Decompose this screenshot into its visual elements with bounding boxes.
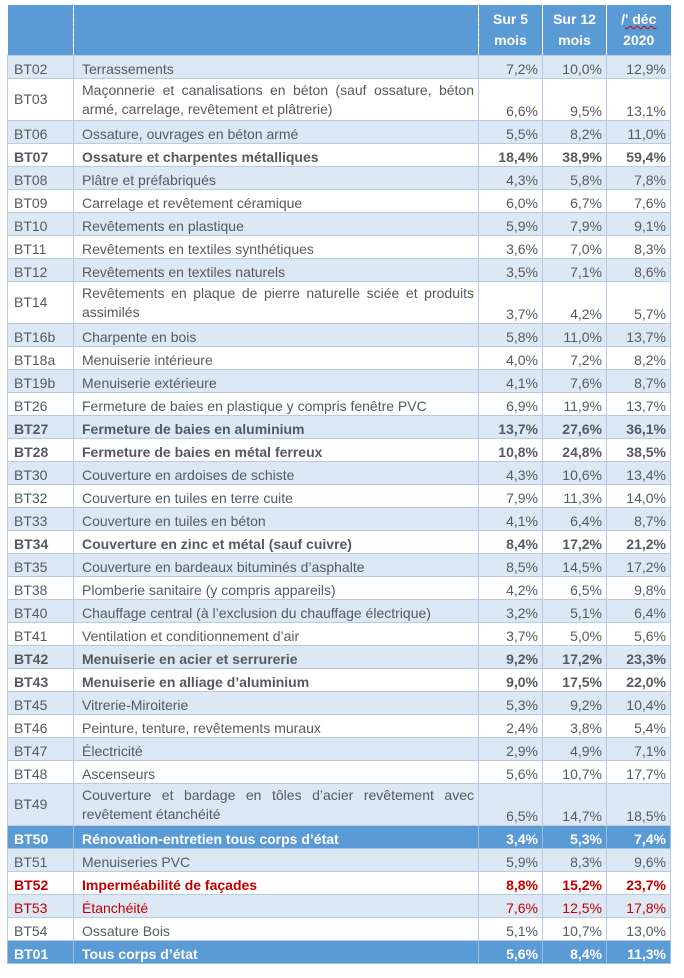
table-body xyxy=(8,56,671,964)
row-value-5-months: 18,4% xyxy=(479,144,543,167)
row-label: Fermeture de baies en aluminium xyxy=(74,416,479,439)
row-code: BT53 xyxy=(8,895,74,918)
row-code: BT30 xyxy=(8,462,74,485)
row-value-since-dec: 7,4% xyxy=(607,826,671,849)
row-value-12-months: 17,5% xyxy=(543,669,607,692)
row-value-5-months: 5,6% xyxy=(479,941,543,964)
table-row xyxy=(8,941,671,964)
table-row xyxy=(8,784,671,826)
table-row xyxy=(8,282,671,324)
table-row xyxy=(8,895,671,918)
row-value-12-months: 27,6% xyxy=(543,416,607,439)
table-row xyxy=(8,259,671,282)
row-value-since-dec: 8,6% xyxy=(607,259,671,282)
table-row xyxy=(8,646,671,669)
row-value-5-months: 6,5% xyxy=(479,784,543,826)
row-label: Étanchéité xyxy=(74,895,479,918)
table-row xyxy=(8,56,671,79)
table-row xyxy=(8,554,671,577)
row-code: BT28 xyxy=(8,439,74,462)
row-value-5-months: 4,3% xyxy=(479,167,543,190)
table-row xyxy=(8,370,671,393)
row-label: Fermeture de baies en plastique y compris fenêtre PVC xyxy=(74,393,479,416)
table-row xyxy=(8,623,671,646)
header-5-months-line1: Sur 5 xyxy=(492,11,528,27)
row-label: Électricité xyxy=(74,738,479,761)
row-label: Ascenseurs xyxy=(74,761,479,784)
table-row xyxy=(8,439,671,462)
row-label: Revêtements en textiles naturels xyxy=(74,259,479,282)
row-value-12-months: 5,1% xyxy=(543,600,607,623)
table-row xyxy=(8,715,671,738)
table-row xyxy=(8,324,671,347)
row-value-12-months: 8,4% xyxy=(543,941,607,964)
row-label: Vitrerie-Miroiterie xyxy=(74,692,479,715)
row-code: BT50 xyxy=(8,826,74,849)
row-code: BT52 xyxy=(8,872,74,895)
row-code: BT48 xyxy=(8,761,74,784)
row-value-12-months: 14,7% xyxy=(543,784,607,826)
row-value-12-months: 11,0% xyxy=(543,324,607,347)
table-row xyxy=(8,849,671,872)
row-value-12-months: 6,7% xyxy=(543,190,607,213)
table-row xyxy=(8,462,671,485)
row-label: Plâtre et préfabriqués xyxy=(74,167,479,190)
row-value-12-months: 7,1% xyxy=(543,259,607,282)
header-code xyxy=(8,5,74,56)
row-label: Menuiserie intérieure xyxy=(74,347,479,370)
table-row xyxy=(8,416,671,439)
row-value-since-dec: 8,3% xyxy=(607,236,671,259)
row-code: BT26 xyxy=(8,393,74,416)
row-label: Imperméabilité de façades xyxy=(74,872,479,895)
row-value-since-dec: 12,9% xyxy=(607,56,671,79)
table-row xyxy=(8,144,671,167)
row-label: Couverture et bardage en tôles d’acier revêtement avec revêtement étanchéité xyxy=(74,784,479,826)
row-code: BT41 xyxy=(8,623,74,646)
row-label: Revêtements en plastique xyxy=(74,213,479,236)
row-label: Peinture, tenture, revêtements muraux xyxy=(74,715,479,738)
row-code: BT47 xyxy=(8,738,74,761)
row-value-since-dec: 5,4% xyxy=(607,715,671,738)
row-code: BT10 xyxy=(8,213,74,236)
table-row xyxy=(8,531,671,554)
row-value-5-months: 5,1% xyxy=(479,918,543,941)
row-code: BT42 xyxy=(8,646,74,669)
header-5-months xyxy=(479,5,543,56)
row-value-12-months: 10,7% xyxy=(543,918,607,941)
row-code: BT08 xyxy=(8,167,74,190)
row-label: Revêtements en textiles synthétiques xyxy=(74,236,479,259)
row-code: BT32 xyxy=(8,485,74,508)
row-value-5-months: 10,8% xyxy=(479,439,543,462)
row-label: Couverture en tuiles en terre cuite xyxy=(74,485,479,508)
row-value-5-months: 5,9% xyxy=(479,849,543,872)
row-value-12-months: 7,0% xyxy=(543,236,607,259)
row-code: BT01 xyxy=(8,941,74,964)
row-value-12-months: 38,9% xyxy=(543,144,607,167)
table-row xyxy=(8,761,671,784)
row-code: BT35 xyxy=(8,554,74,577)
row-label: Menuiseries PVC xyxy=(74,849,479,872)
row-label: Menuiserie en acier et serrurerie xyxy=(74,646,479,669)
row-value-since-dec: 13,7% xyxy=(607,324,671,347)
row-code: BT27 xyxy=(8,416,74,439)
header-12-months-line2: mois xyxy=(558,32,591,48)
header-since-dec-prefix: / xyxy=(621,11,626,27)
table-row xyxy=(8,738,671,761)
row-value-5-months: 4,1% xyxy=(479,370,543,393)
row-value-since-dec: 11,0% xyxy=(607,121,671,144)
row-value-5-months: 5,9% xyxy=(479,213,543,236)
row-label: Plomberie sanitaire (y compris appareils) xyxy=(74,577,479,600)
row-code: BT54 xyxy=(8,918,74,941)
row-code: BT18a xyxy=(8,347,74,370)
row-code: BT49 xyxy=(8,784,74,826)
row-label: Terrassements xyxy=(74,56,479,79)
row-label: Chauffage central (à l’exclusion du chauffage électrique) xyxy=(74,600,479,623)
row-code: BT34 xyxy=(8,531,74,554)
table-row xyxy=(8,190,671,213)
row-value-5-months: 3,7% xyxy=(479,282,543,324)
row-value-5-months: 4,2% xyxy=(479,577,543,600)
row-value-12-months: 9,2% xyxy=(543,692,607,715)
row-value-since-dec: 9,1% xyxy=(607,213,671,236)
row-label: Couverture en tuiles en béton xyxy=(74,508,479,531)
row-code: BT46 xyxy=(8,715,74,738)
row-value-12-months: 17,2% xyxy=(543,646,607,669)
row-code: BT51 xyxy=(8,849,74,872)
row-value-12-months: 8,3% xyxy=(543,849,607,872)
row-value-5-months: 3,2% xyxy=(479,600,543,623)
row-value-5-months: 5,6% xyxy=(479,761,543,784)
header-label xyxy=(74,5,479,56)
row-value-5-months: 4,3% xyxy=(479,462,543,485)
row-value-5-months: 5,5% xyxy=(479,121,543,144)
row-value-12-months: 5,3% xyxy=(543,826,607,849)
row-value-12-months: 4,2% xyxy=(543,282,607,324)
row-value-5-months: 6,6% xyxy=(479,79,543,121)
row-label: Ossature Bois xyxy=(74,918,479,941)
header-since-dec-squiggle: ' déc xyxy=(625,11,657,27)
table-row xyxy=(8,347,671,370)
row-code: BT45 xyxy=(8,692,74,715)
row-value-12-months: 7,9% xyxy=(543,213,607,236)
row-value-since-dec: 5,6% xyxy=(607,623,671,646)
row-value-since-dec: 59,4% xyxy=(607,144,671,167)
row-value-5-months: 7,2% xyxy=(479,56,543,79)
row-value-12-months: 7,2% xyxy=(543,347,607,370)
row-value-since-dec: 9,8% xyxy=(607,577,671,600)
row-code: BT38 xyxy=(8,577,74,600)
row-code: BT06 xyxy=(8,121,74,144)
row-value-12-months: 17,2% xyxy=(543,531,607,554)
row-value-12-months: 15,2% xyxy=(543,872,607,895)
row-code: BT43 xyxy=(8,669,74,692)
row-value-5-months: 5,8% xyxy=(479,324,543,347)
row-value-since-dec: 11,3% xyxy=(607,941,671,964)
row-value-12-months: 4,9% xyxy=(543,738,607,761)
row-label: Carrelage et revêtement céramique xyxy=(74,190,479,213)
header-12-months xyxy=(543,5,607,56)
header-since-dec xyxy=(607,5,671,56)
row-value-12-months: 6,4% xyxy=(543,508,607,531)
row-label: Charpente en bois xyxy=(74,324,479,347)
row-code: BT16b xyxy=(8,324,74,347)
row-value-since-dec: 22,0% xyxy=(607,669,671,692)
row-value-5-months: 2,9% xyxy=(479,738,543,761)
table-row xyxy=(8,167,671,190)
row-value-12-months: 7,6% xyxy=(543,370,607,393)
row-value-12-months: 9,5% xyxy=(543,79,607,121)
row-value-12-months: 5,8% xyxy=(543,167,607,190)
table-row xyxy=(8,600,671,623)
row-code: BT07 xyxy=(8,144,74,167)
table-row xyxy=(8,508,671,531)
header-12-months-line1: Sur 12 xyxy=(553,11,596,27)
table-row xyxy=(8,121,671,144)
bt-index-table xyxy=(7,5,671,964)
row-value-5-months: 4,0% xyxy=(479,347,543,370)
row-value-since-dec: 13,4% xyxy=(607,462,671,485)
row-value-since-dec: 8,2% xyxy=(607,347,671,370)
row-value-5-months: 3,6% xyxy=(479,236,543,259)
table-row xyxy=(8,79,671,121)
row-value-5-months: 6,0% xyxy=(479,190,543,213)
row-label: Ossature, ouvrages en béton armé xyxy=(74,121,479,144)
row-value-since-dec: 7,1% xyxy=(607,738,671,761)
row-code: BT11 xyxy=(8,236,74,259)
row-code: BT09 xyxy=(8,190,74,213)
header-since-dec-year: 2020 xyxy=(623,32,655,48)
row-value-since-dec: 18,5% xyxy=(607,784,671,826)
row-label: Rénovation-entretien tous corps d’état xyxy=(74,826,479,849)
row-value-12-months: 24,8% xyxy=(543,439,607,462)
row-code: BT33 xyxy=(8,508,74,531)
row-value-12-months: 10,7% xyxy=(543,761,607,784)
row-value-since-dec: 17,7% xyxy=(607,761,671,784)
row-value-since-dec: 7,8% xyxy=(607,167,671,190)
row-value-since-dec: 10,4% xyxy=(607,692,671,715)
row-label: Couverture en ardoises de schiste xyxy=(74,462,479,485)
row-code: BT12 xyxy=(8,259,74,282)
row-value-since-dec: 13,1% xyxy=(607,79,671,121)
table-row xyxy=(8,577,671,600)
row-code: BT19b xyxy=(8,370,74,393)
row-value-since-dec: 17,2% xyxy=(607,554,671,577)
header-row xyxy=(8,5,671,56)
row-label: Menuiserie en alliage d’aluminium xyxy=(74,669,479,692)
row-value-5-months: 7,6% xyxy=(479,895,543,918)
table-row xyxy=(8,485,671,508)
row-value-5-months: 8,8% xyxy=(479,872,543,895)
row-value-12-months: 5,0% xyxy=(543,623,607,646)
row-value-5-months: 2,4% xyxy=(479,715,543,738)
row-value-5-months: 8,4% xyxy=(479,531,543,554)
row-value-12-months: 8,2% xyxy=(543,121,607,144)
row-value-12-months: 14,5% xyxy=(543,554,607,577)
row-value-12-months: 3,8% xyxy=(543,715,607,738)
row-value-12-months: 12,5% xyxy=(543,895,607,918)
row-value-12-months: 10,0% xyxy=(543,56,607,79)
row-value-since-dec: 21,2% xyxy=(607,531,671,554)
row-value-since-dec: 8,7% xyxy=(607,370,671,393)
row-value-since-dec: 13,0% xyxy=(607,918,671,941)
row-value-5-months: 7,9% xyxy=(479,485,543,508)
row-code: BT40 xyxy=(8,600,74,623)
row-value-since-dec: 38,5% xyxy=(607,439,671,462)
row-value-5-months: 9,2% xyxy=(479,646,543,669)
row-value-since-dec: 9,6% xyxy=(607,849,671,872)
row-value-5-months: 6,9% xyxy=(479,393,543,416)
row-value-since-dec: 8,7% xyxy=(607,508,671,531)
table-row xyxy=(8,213,671,236)
row-value-5-months: 8,5% xyxy=(479,554,543,577)
table-row xyxy=(8,826,671,849)
row-value-since-dec: 17,8% xyxy=(607,895,671,918)
row-label: Couverture en zinc et métal (sauf cuivre) xyxy=(74,531,479,554)
table-row xyxy=(8,236,671,259)
row-value-12-months: 10,6% xyxy=(543,462,607,485)
row-value-since-dec: 23,3% xyxy=(607,646,671,669)
row-value-since-dec: 6,4% xyxy=(607,600,671,623)
row-value-5-months: 3,4% xyxy=(479,826,543,849)
table-row xyxy=(8,692,671,715)
row-label: Ventilation et conditionnement d’air xyxy=(74,623,479,646)
row-value-5-months: 4,1% xyxy=(479,508,543,531)
row-code: BT02 xyxy=(8,56,74,79)
row-value-since-dec: 7,6% xyxy=(607,190,671,213)
row-value-5-months: 3,7% xyxy=(479,623,543,646)
row-value-since-dec: 5,7% xyxy=(607,282,671,324)
row-value-since-dec: 23,7% xyxy=(607,872,671,895)
row-label: Menuiserie extérieure xyxy=(74,370,479,393)
index-table-container xyxy=(7,5,671,964)
row-value-5-months: 3,5% xyxy=(479,259,543,282)
row-value-5-months: 5,3% xyxy=(479,692,543,715)
row-label: Fermeture de baies en métal ferreux xyxy=(74,439,479,462)
row-label: Tous corps d’état xyxy=(74,941,479,964)
table-row xyxy=(8,669,671,692)
row-label: Couverture en bardeaux bituminés d’asphalte xyxy=(74,554,479,577)
table-row xyxy=(8,393,671,416)
row-label: Ossature et charpentes métalliques xyxy=(74,144,479,167)
table-row xyxy=(8,872,671,895)
row-label: Maçonnerie et canalisations en béton (sauf ossature, béton armé, carrelage, revêtement et plâtrerie) xyxy=(74,79,479,121)
header-5-months-line2: mois xyxy=(494,32,527,48)
row-value-5-months: 13,7% xyxy=(479,416,543,439)
row-value-12-months: 11,3% xyxy=(543,485,607,508)
row-label: Revêtements en plaque de pierre naturelle sciée et produits assimilés xyxy=(74,282,479,324)
row-code: BT14 xyxy=(8,282,74,324)
row-value-since-dec: 13,7% xyxy=(607,393,671,416)
row-value-5-months: 9,0% xyxy=(479,669,543,692)
row-value-12-months: 11,9% xyxy=(543,393,607,416)
table-row xyxy=(8,918,671,941)
row-code: BT03 xyxy=(8,79,74,121)
row-value-since-dec: 36,1% xyxy=(607,416,671,439)
row-value-since-dec: 14,0% xyxy=(607,485,671,508)
row-value-12-months: 6,5% xyxy=(543,577,607,600)
